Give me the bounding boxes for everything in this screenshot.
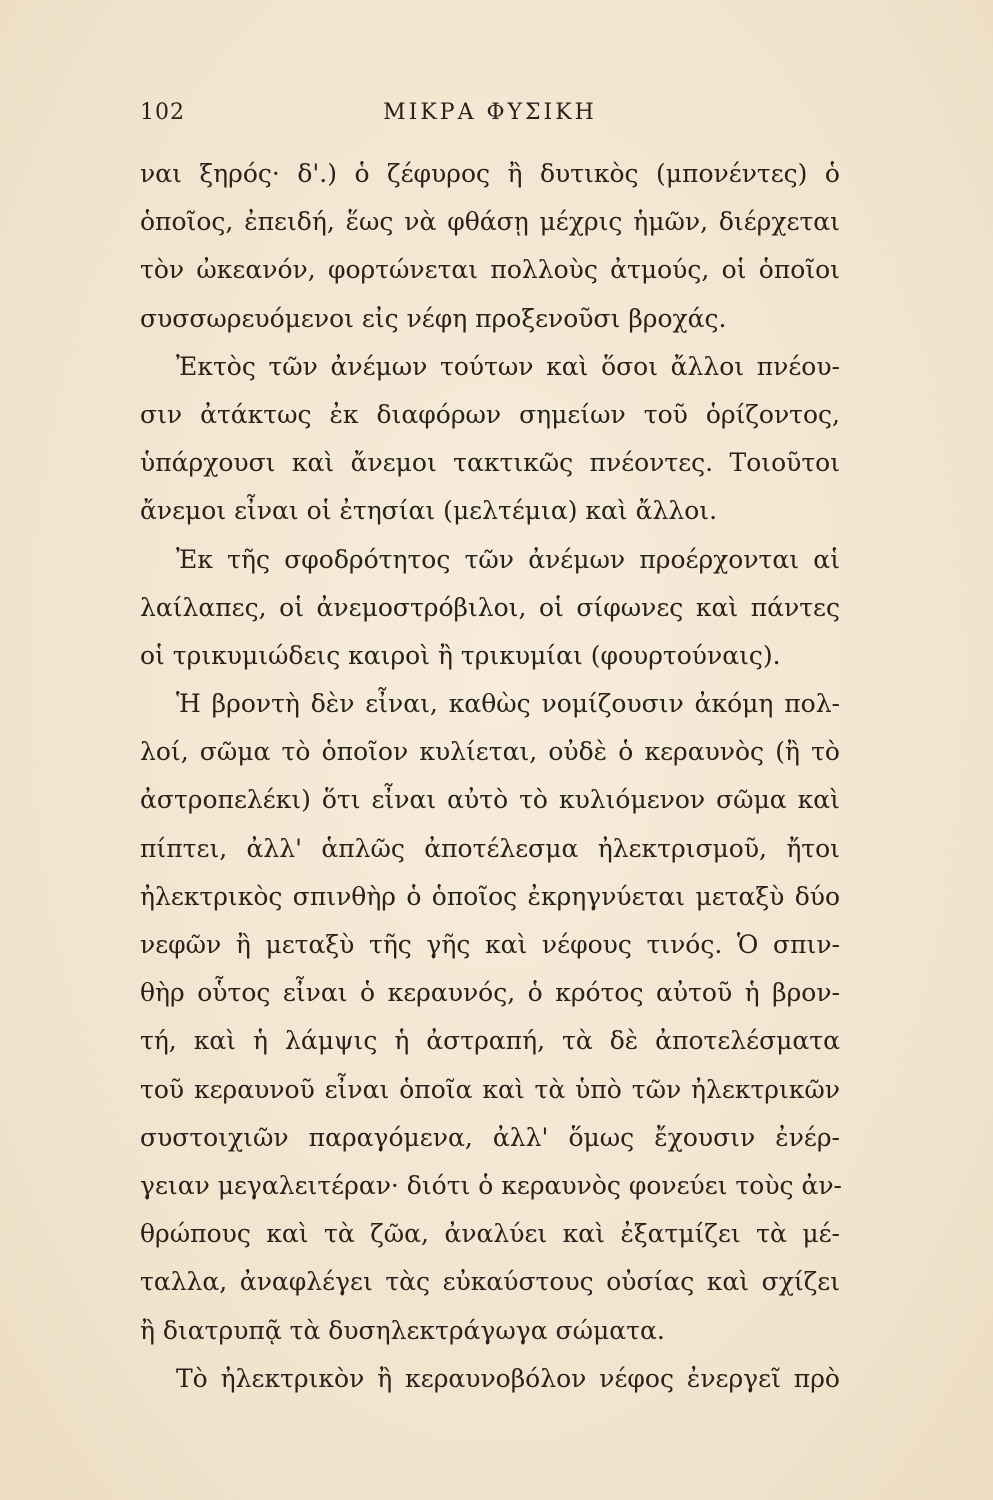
text-line: ἀστροπελέκι) ὅτι εἶναι αὐτὸ τὸ κυλιόμενον σῶμα καὶ bbox=[140, 785, 840, 815]
text-line: τὸν ὠκεανόν, φορτώνεται πολλοὺς ἀτμούς, οἱ ὁποῖοι bbox=[140, 255, 840, 285]
text-line: νεφῶν ἢ μεταξὺ τῆς γῆς καὶ νέφους τινός. Ὁ σπιν- bbox=[140, 930, 840, 959]
text-line: Ἐκ τῆς σφοδρότητος τῶν ἀνέμων προέρχονται αἱ bbox=[176, 544, 840, 574]
text-line: ἢ διατρυπᾷ τὰ δυσηλεκτράγωγα σώματα. bbox=[140, 1315, 665, 1345]
text-line: ἠλεκτρικὸς σπινθὴρ ὁ ὁποῖος ἐκρηγνύεται μεταξὺ δύο bbox=[140, 881, 840, 911]
text-line: τή, καὶ ἡ λάμψις ἡ ἀστραπή, τὰ δὲ ἀποτελέσματα bbox=[140, 1026, 840, 1056]
text-line: οἱ τρικυμιώδεις καιροὶ ἢ τρικυμίαι (φουρτούναις). bbox=[140, 640, 781, 670]
text-line: λοί, σῶμα τὸ ὁποῖον κυλίεται, οὐδὲ ὁ κεραυνὸς (ἢ τὸ bbox=[140, 737, 840, 767]
page-header bbox=[140, 100, 840, 140]
text-line: τοῦ κεραυνοῦ εἶναι ὁποῖα καὶ τὰ ὑπὸ τῶν ἠλεκτρικῶν bbox=[140, 1074, 840, 1104]
text-line: Τὸ ἠλεκτρικὸν ἢ κεραυνοβόλον νέφος ἐνεργεῖ πρὸ bbox=[176, 1363, 840, 1393]
text-line: λαίλαπες, οἱ ἀνεμοστρόβιλοι, οἱ σίφωνες καὶ πάντες bbox=[140, 592, 840, 622]
text-line: θὴρ οὗτος εἶναι ὁ κεραυνός, ὁ κρότος αὐτοῦ ἡ βρον- bbox=[140, 978, 840, 1008]
page-number: 102 bbox=[140, 100, 185, 125]
text-line: Ἡ βροντὴ δὲν εἶναι, καθὼς νομίζουσιν ἀκόμη πολ- bbox=[176, 689, 840, 719]
text-line: θρώπους καὶ τὰ ζῶα, ἀναλύει καὶ ἐξατμίζει τὰ μέ- bbox=[140, 1219, 840, 1249]
text-line: πίπτει, ἀλλ' ἁπλῶς ἀποτέλεσμα ἠλεκτρισμοῦ, ἤτοι bbox=[140, 833, 840, 863]
text-line: Ἐκτὸς τῶν ἀνέμων τούτων καὶ ὅσοι ἄλλοι πνέου- bbox=[176, 351, 840, 381]
running-title: ΜΙΚΡΑ ΦΥΣΙΚΗ bbox=[383, 100, 597, 125]
body-text bbox=[140, 150, 840, 1403]
text-line: σιν ἀτάκτως ἐκ διαφόρων σημείων τοῦ ὁρίζοντος, bbox=[140, 399, 840, 429]
text-line: ἄνεμοι εἶναι οἱ ἐτησίαι (μελτέμια) καὶ ἄλλοι. bbox=[140, 496, 718, 526]
text-line: ναι ξηρός· δ'.) ὁ ζέφυρος ἢ δυτικὸς (μπονέντες) ὁ bbox=[140, 159, 840, 188]
text-line: ὁποῖος, ἐπειδή, ἕως νὰ φθάσῃ μέχρις ἡμῶν, διέρχεται bbox=[140, 207, 840, 237]
text-line: συστοιχιῶν παραγόμενα, ἀλλ' ὅμως ἔχουσιν ἐνέρ- bbox=[140, 1122, 840, 1152]
text-line: ὑπάρχουσι καὶ ἄνεμοι τακτικῶς πνέοντες. Τοιοῦτοι bbox=[140, 448, 840, 478]
text-line: συσσωρευόμενοι εἰς νέφη προξενοῦσι βροχάς. bbox=[140, 303, 727, 333]
text-line: γειαν μεγαλειτέραν· διότι ὁ κεραυνὸς φονεύει τοὺς ἀν- bbox=[140, 1170, 842, 1200]
text-line: ταλλα, ἀναφλέγει τὰς εὐκαύστους οὐσίας καὶ σχίζει bbox=[140, 1267, 840, 1297]
